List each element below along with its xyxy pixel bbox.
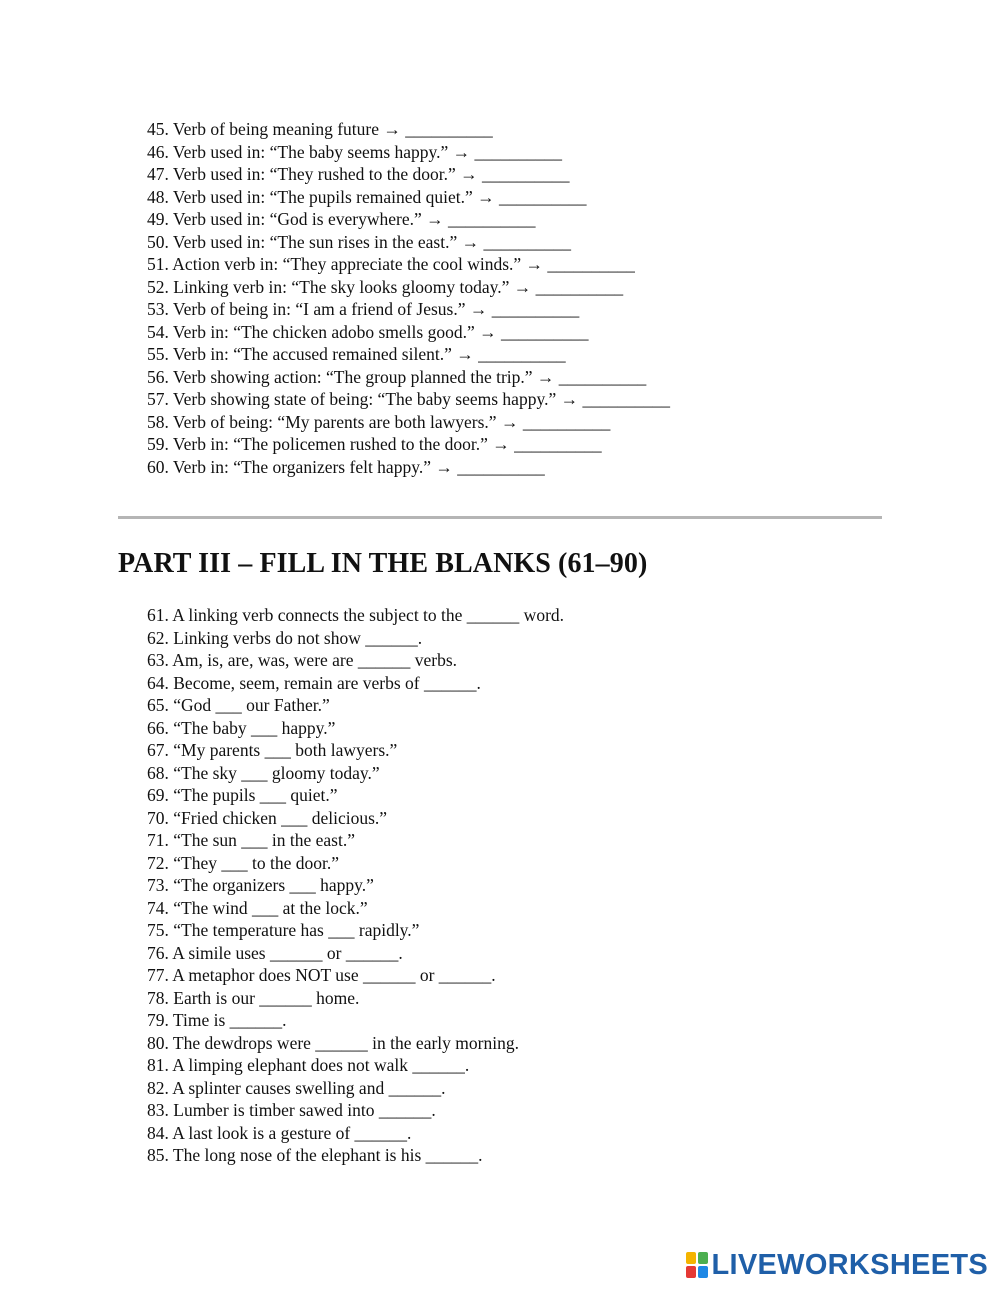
question-item: 60. Verb in: “The organizers felt happy.” → __________ (147, 456, 545, 477)
question-item: 72. “They ___ to the door.” (147, 852, 339, 873)
question-item: 65. “God ___ our Father.” (147, 695, 330, 715)
question-item: 74. “The wind ___ at the lock.” (147, 897, 368, 918)
question-item: 70. “Fried chicken ___ delicious.” (147, 807, 388, 828)
question-item: 79. Time is ______. (147, 1010, 287, 1030)
question-item: 76. A simile uses ______ or ______. (147, 942, 403, 963)
question-item: 78. Earth is our ______ home. (147, 987, 360, 1008)
question-item: 57. Verb showing state of being: “The baby seems happy.” → __________ (147, 389, 670, 409)
liveworksheets-logo-icon (686, 1252, 708, 1278)
question-item: 69. “The pupils ___ quiet.” (147, 785, 338, 805)
question-item: 55. Verb in: “The accused remained silent.” → __________ (147, 344, 566, 364)
question-item: 80. The dewdrops were ______ in the early morning. (147, 1032, 519, 1053)
logo-square-3 (686, 1266, 696, 1278)
question-item: 73. “The organizers ___ happy.” (147, 875, 374, 895)
question-item: 45. Verb of being meaning future → __________ (147, 119, 493, 139)
question-item: 68. “The sky ___ gloomy today.” (147, 762, 380, 783)
question-item: 83. Lumber is timber sawed into ______. (147, 1100, 436, 1120)
question-item: 71. “The sun ___ in the east.” (147, 830, 356, 850)
question-item: 67. “My parents ___ both lawyers.” (147, 740, 398, 760)
question-item: 56. Verb showing action: “The group planned the trip.” → __________ (147, 366, 647, 387)
question-item: 64. Become, seem, remain are verbs of ______. (147, 672, 481, 693)
question-item: 62. Linking verbs do not show ______. (147, 627, 423, 648)
question-item: 59. Verb in: “The policemen rushed to the door.” → __________ (147, 434, 602, 454)
question-item: 66. “The baby ___ happy.” (147, 717, 336, 738)
question-item: 81. A limping elephant does not walk ______. (147, 1055, 470, 1075)
question-item: 63. Am, is, are, was, were are ______ verbs. (147, 650, 458, 670)
question-item: 85. The long nose of the elephant is his ______. (147, 1145, 483, 1165)
question-item: 61. A linking verb connects the subject to the ______ word. (147, 605, 565, 625)
part3-heading: PART III – FILL IN THE BLANKS (61–90) (118, 548, 648, 579)
logo-square-1 (686, 1252, 696, 1264)
liveworksheets-brand (686, 1250, 989, 1280)
question-item: 53. Verb of being in: “I am a friend of Jesus.” → __________ (147, 299, 580, 319)
question-item: 54. Verb in: “The chicken adobo smells good.” → __________ (147, 321, 589, 342)
question-item: 46. Verb used in: “The baby seems happy.” → __________ (147, 141, 563, 162)
question-item: 50. Verb used in: “The sun rises in the east.” → __________ (147, 231, 571, 252)
question-item: 58. Verb of being: “My parents are both lawyers.” → __________ (147, 411, 611, 432)
question-item: 48. Verb used in: “The pupils remained quiet.” → __________ (147, 186, 587, 207)
logo-square-2 (698, 1252, 708, 1264)
question-item: 51. Action verb in: “They appreciate the cool winds.” → __________ (147, 254, 635, 274)
logo-square-4 (698, 1266, 708, 1278)
part3-question-list (147, 604, 564, 1167)
question-item: 75. “The temperature has ___ rapidly.” (147, 920, 420, 940)
section-divider (118, 516, 882, 519)
brand-wordmark: LIVEWORKSHEETS (711, 1249, 988, 1281)
question-item: 47. Verb used in: “They rushed to the door.” → __________ (147, 164, 570, 184)
question-item: 84. A last look is a gesture of ______. (147, 1122, 412, 1143)
question-item: 49. Verb used in: “God is everywhere.” → __________ (147, 209, 536, 229)
question-item: 77. A metaphor does NOT use ______ or ______. (147, 965, 496, 985)
question-item: 82. A splinter causes swelling and ______. (147, 1077, 446, 1098)
question-item: 52. Linking verb in: “The sky looks gloomy today.” → __________ (147, 276, 624, 297)
part2-question-list (147, 118, 670, 478)
